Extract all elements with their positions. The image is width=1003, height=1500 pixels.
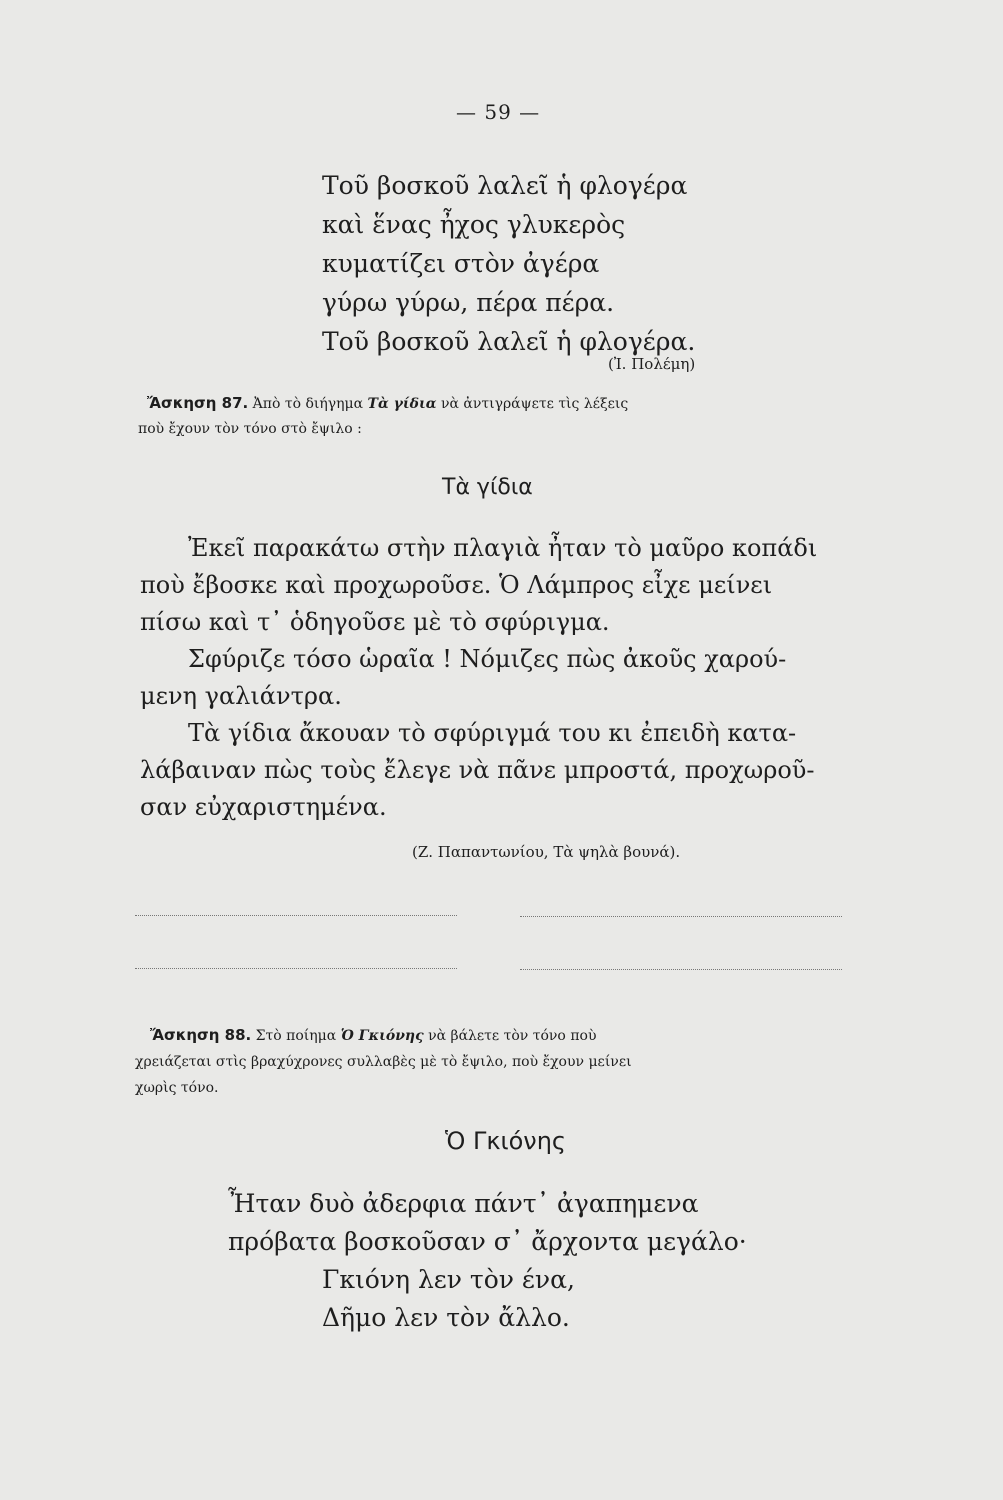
story-line: ποὺ ἔβοσκε καὶ προχωροῦσε. Ὁ Λάμπρος εἶχε μείνει <box>140 571 773 599</box>
poem-line: πρόβατα βοσκοῦσαν σ᾽ ἄρχοντα μεγάλο· <box>228 1227 747 1256</box>
exercise-87-continuation: ποὺ ἔχουν τὸν τόνο στὸ ἔψιλο : <box>138 421 362 437</box>
story-line: Ἐκεῖ παρακάτω στὴν πλαγιὰ ἦταν τὸ μαῦρο κοπάδι <box>188 534 818 562</box>
poem-line: γύρω γύρω, πέρα πέρα. <box>322 288 615 317</box>
exercise-88-instruction <box>150 1026 596 1044</box>
exercise-87-instruction <box>147 394 628 412</box>
exercise-text: νὰ ἀντιγράψετε τὶς λέξεις <box>440 396 629 412</box>
answer-line <box>520 916 842 917</box>
exercise-88-line: χρειάζεται στὶς βραχύχρονες συλλαβὲς μὲ τὸ ἔψιλο, ποὺ ἔχουν μείνει <box>135 1054 632 1070</box>
story-line: Σφύριζε τόσο ὡραῖα ! Νόμιζες πὼς ἀκοῦς χαρού- <box>188 645 787 673</box>
poem-line: κυματίζει στὸν ἀγέρα <box>322 249 600 278</box>
story-text <box>140 530 817 826</box>
page-number: — 59 — <box>456 100 541 124</box>
exercise-title-reference: Τὰ γίδια <box>367 396 437 412</box>
exercise-text: Ἀπὸ τὸ διήγημα <box>252 396 364 412</box>
exercise-label: Ἄσκηση 88. <box>150 1026 252 1044</box>
answer-line <box>135 968 457 969</box>
exercise-text: Στὸ ποίημα <box>255 1028 337 1044</box>
poem-line: Τοῦ βοσκοῦ λαλεῖ ἡ φλογέρα. <box>322 327 696 356</box>
poem-line: Γκιόνη λεν τὸν ένα, <box>322 1265 575 1294</box>
poem-line: καὶ ἕνας ἦχος γλυκερὸς <box>322 210 626 239</box>
poem-line: Ἦταν δυὸ ἀδερφια πάντ᾽ ἀγαπημενα <box>228 1189 699 1218</box>
answer-line <box>135 915 457 916</box>
poem-flogera <box>322 166 695 361</box>
exercise-88-line: χωρὶς τόνο. <box>135 1080 219 1096</box>
story-attribution: (Ζ. Παπαντωνίου, Τὰ ψηλὰ βουνά). <box>412 843 681 861</box>
exercise-title-reference: Ὁ Γκιόνης <box>340 1028 424 1044</box>
story-line: πίσω καὶ τ᾽ ὁδηγοῦσε μὲ τὸ σφύριγμα. <box>140 608 610 636</box>
exercise-text: νὰ βάλετε τὸν τόνο ποὺ <box>428 1028 597 1044</box>
story-line: μενη γαλιάντρα. <box>140 682 342 710</box>
story-line: λάβαιναν πὼς τοὺς ἔλεγε νὰ πᾶνε μπροστά, προχωροῦ- <box>140 756 815 784</box>
poem-title: Ὁ Γκιόνης <box>445 1127 567 1155</box>
poem-attribution: (Ἰ. Πολέμη) <box>608 355 696 373</box>
poem-line: Τοῦ βοσκοῦ λαλεῖ ἡ φλογέρα <box>322 171 688 200</box>
poem-line: Δῆμο λεν τὸν ἄλλο. <box>322 1303 570 1332</box>
exercise-label: Ἄσκηση 87. <box>147 394 249 412</box>
story-line: σαν εὐχαριστημένα. <box>140 793 387 821</box>
story-line: Τὰ γίδια ἄκουαν τὸ σφύριγμά του κι ἐπειδὴ κατα- <box>188 719 797 747</box>
story-title: Τὰ γίδια <box>442 475 533 500</box>
poem-gkionis <box>228 1185 747 1337</box>
answer-line <box>520 969 842 970</box>
